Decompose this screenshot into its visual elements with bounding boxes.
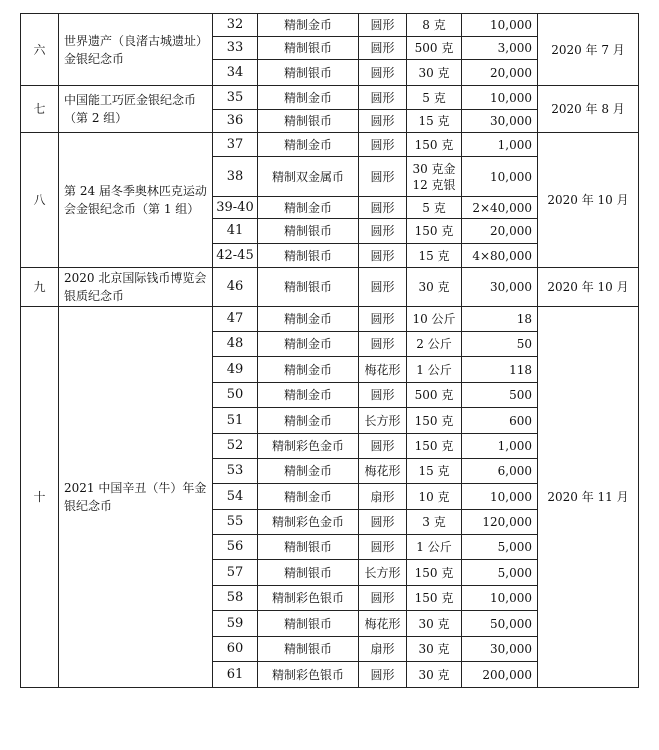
coin-category: 精制金币: [258, 408, 359, 434]
mintage-quantity: 600: [462, 408, 538, 434]
item-number: 36: [213, 110, 258, 133]
coin-category: 精制银币: [258, 110, 359, 133]
coin-weight: 10 克: [407, 484, 462, 510]
coin-shape: 圆形: [359, 535, 407, 560]
table-row: [21, 268, 639, 307]
coin-shape: 圆形: [359, 332, 407, 357]
coin-weight: 500 克: [407, 383, 462, 408]
coin-weight: 30 克: [407, 637, 462, 662]
mintage-quantity: 5,000: [462, 535, 538, 560]
mintage-quantity: 118: [462, 357, 538, 383]
mintage-quantity: 30,000: [462, 110, 538, 133]
coin-weight: 150 克: [407, 560, 462, 586]
mintage-quantity: 18: [462, 307, 538, 332]
mintage-quantity: 10,000: [462, 484, 538, 510]
coin-category: 精制彩色银币: [258, 586, 359, 611]
coin-weight: 30 克: [407, 662, 462, 688]
coin-shape: 圆形: [359, 383, 407, 408]
coin-category: 精制银币: [258, 611, 359, 637]
coin-shape: 圆形: [359, 268, 407, 307]
coin-category: 精制银币: [258, 244, 359, 268]
coin-category: 精制银币: [258, 60, 359, 86]
item-number: 56: [213, 535, 258, 560]
coin-shape: 梅花形: [359, 357, 407, 383]
mintage-quantity: 120,000: [462, 510, 538, 535]
coin-weight: 30 克: [407, 611, 462, 637]
item-number: 37: [213, 133, 258, 157]
coin-weight: 150 克: [407, 586, 462, 611]
item-number: 51: [213, 408, 258, 434]
group-numeral: 六: [21, 14, 59, 86]
coin-shape: 圆形: [359, 307, 407, 332]
mintage-quantity: 4×80,000: [462, 244, 538, 268]
item-number: 59: [213, 611, 258, 637]
coin-category: 精制金币: [258, 307, 359, 332]
coin-shape: 长方形: [359, 560, 407, 586]
coin-shape: 扇形: [359, 637, 407, 662]
coin-weight: 15 克: [407, 459, 462, 484]
coin-shape: 圆形: [359, 133, 407, 157]
coin-weight: 30 克金 12 克银: [407, 157, 462, 197]
mintage-quantity: 10,000: [462, 157, 538, 197]
issue-date: 2020 年 10 月: [538, 268, 639, 307]
coin-shape: 圆形: [359, 157, 407, 197]
coin-category: 精制金币: [258, 197, 359, 219]
item-number: 60: [213, 637, 258, 662]
item-number: 49: [213, 357, 258, 383]
coin-category: 精制彩色金币: [258, 510, 359, 535]
item-number: 42-45: [213, 244, 258, 268]
coin-shape: 圆形: [359, 219, 407, 244]
coin-weight: 15 克: [407, 244, 462, 268]
item-number: 57: [213, 560, 258, 586]
group-numeral: 七: [21, 86, 59, 133]
coin-category: 精制银币: [258, 37, 359, 60]
coin-shape: 梅花形: [359, 459, 407, 484]
item-number: 32: [213, 14, 258, 37]
mintage-quantity: 50: [462, 332, 538, 357]
coin-shape: 圆形: [359, 197, 407, 219]
coin-weight: 150 克: [407, 408, 462, 434]
item-number: 53: [213, 459, 258, 484]
item-number: 41: [213, 219, 258, 244]
item-number: 35: [213, 86, 258, 110]
coin-weight: 8 克: [407, 14, 462, 37]
coin-shape: 圆形: [359, 60, 407, 86]
issue-date: 2020 年 10 月: [538, 133, 639, 268]
coin-weight: 1 公斤: [407, 357, 462, 383]
coin-weight: 2 公斤: [407, 332, 462, 357]
commemorative-series-name: 2020 北京国际钱币博览会银质纪念币: [59, 268, 213, 307]
coin-category: 精制双金属币: [258, 157, 359, 197]
coin-category: 精制银币: [258, 560, 359, 586]
issue-date: 2020 年 11 月: [538, 307, 639, 688]
item-number: 33: [213, 37, 258, 60]
coin-weight: 5 克: [407, 86, 462, 110]
coin-weight: 30 克: [407, 60, 462, 86]
coin-shape: 圆形: [359, 662, 407, 688]
mintage-quantity: 1,000: [462, 434, 538, 459]
coin-weight: 3 克: [407, 510, 462, 535]
item-number: 52: [213, 434, 258, 459]
mintage-quantity: 6,000: [462, 459, 538, 484]
coin-weight: 150 克: [407, 219, 462, 244]
coin-shape: 圆形: [359, 86, 407, 110]
mintage-quantity: 500: [462, 383, 538, 408]
issue-date: 2020 年 8 月: [538, 86, 639, 133]
item-number: 38: [213, 157, 258, 197]
item-number: 50: [213, 383, 258, 408]
coin-shape: 圆形: [359, 37, 407, 60]
item-number: 54: [213, 484, 258, 510]
item-number: 34: [213, 60, 258, 86]
coin-shape: 圆形: [359, 586, 407, 611]
mintage-quantity: 3,000: [462, 37, 538, 60]
coin-category: 精制金币: [258, 332, 359, 357]
mintage-quantity: 2×40,000: [462, 197, 538, 219]
coin-category: 精制银币: [258, 637, 359, 662]
coin-category: 精制彩色银币: [258, 662, 359, 688]
coin-category: 精制银币: [258, 219, 359, 244]
coin-shape: 圆形: [359, 244, 407, 268]
coin-shape: 扇形: [359, 484, 407, 510]
commemorative-series-name: 2021 中国辛丑（牛）年金银纪念币: [59, 307, 213, 688]
coin-weight: 500 克: [407, 37, 462, 60]
mintage-quantity: 5,000: [462, 560, 538, 586]
item-number: 55: [213, 510, 258, 535]
coin-shape: 圆形: [359, 14, 407, 37]
item-number: 58: [213, 586, 258, 611]
coin-category: 精制金币: [258, 357, 359, 383]
mintage-quantity: 20,000: [462, 219, 538, 244]
coin-weight: 5 克: [407, 197, 462, 219]
item-number: 47: [213, 307, 258, 332]
coin-weight: 150 克: [407, 133, 462, 157]
mintage-quantity: 10,000: [462, 586, 538, 611]
table-row: [21, 86, 639, 110]
item-number: 61: [213, 662, 258, 688]
coin-weight: 10 公斤: [407, 307, 462, 332]
mintage-quantity: 10,000: [462, 86, 538, 110]
issue-date: 2020 年 7 月: [538, 14, 639, 86]
coin-shape: 长方形: [359, 408, 407, 434]
coin-weight: 1 公斤: [407, 535, 462, 560]
coin-category: 精制银币: [258, 268, 359, 307]
commemorative-series-name: 世界遗产（良渚古城遗址）金银纪念币: [59, 14, 213, 86]
coin-category: 精制金币: [258, 459, 359, 484]
mintage-quantity: 50,000: [462, 611, 538, 637]
mintage-quantity: 1,000: [462, 133, 538, 157]
coin-issuance-table: [20, 13, 639, 688]
mintage-quantity: 200,000: [462, 662, 538, 688]
coin-category: 精制金币: [258, 383, 359, 408]
table-row: [21, 133, 639, 157]
mintage-quantity: 20,000: [462, 60, 538, 86]
commemorative-series-name: 中国能工巧匠金银纪念币（第 2 组）: [59, 86, 213, 133]
coin-category: 精制彩色金币: [258, 434, 359, 459]
group-numeral: 九: [21, 268, 59, 307]
coin-category: 精制金币: [258, 484, 359, 510]
item-number: 39-40: [213, 197, 258, 219]
commemorative-series-name: 第 24 届冬季奥林匹克运动会金银纪念币（第 1 组）: [59, 133, 213, 268]
item-number: 46: [213, 268, 258, 307]
coin-category: 精制金币: [258, 133, 359, 157]
table-row: [21, 14, 639, 37]
coin-category: 精制金币: [258, 14, 359, 37]
table-row: [21, 307, 639, 332]
coin-shape: 圆形: [359, 434, 407, 459]
group-numeral: 八: [21, 133, 59, 268]
mintage-quantity: 10,000: [462, 14, 538, 37]
item-number: 48: [213, 332, 258, 357]
coin-weight: 30 克: [407, 268, 462, 307]
coin-shape: 梅花形: [359, 611, 407, 637]
mintage-quantity: 30,000: [462, 637, 538, 662]
coin-category: 精制金币: [258, 86, 359, 110]
group-numeral: 十: [21, 307, 59, 688]
coin-shape: 圆形: [359, 110, 407, 133]
coin-category: 精制银币: [258, 535, 359, 560]
coin-weight: 150 克: [407, 434, 462, 459]
coin-shape: 圆形: [359, 510, 407, 535]
mintage-quantity: 30,000: [462, 268, 538, 307]
coin-weight: 15 克: [407, 110, 462, 133]
